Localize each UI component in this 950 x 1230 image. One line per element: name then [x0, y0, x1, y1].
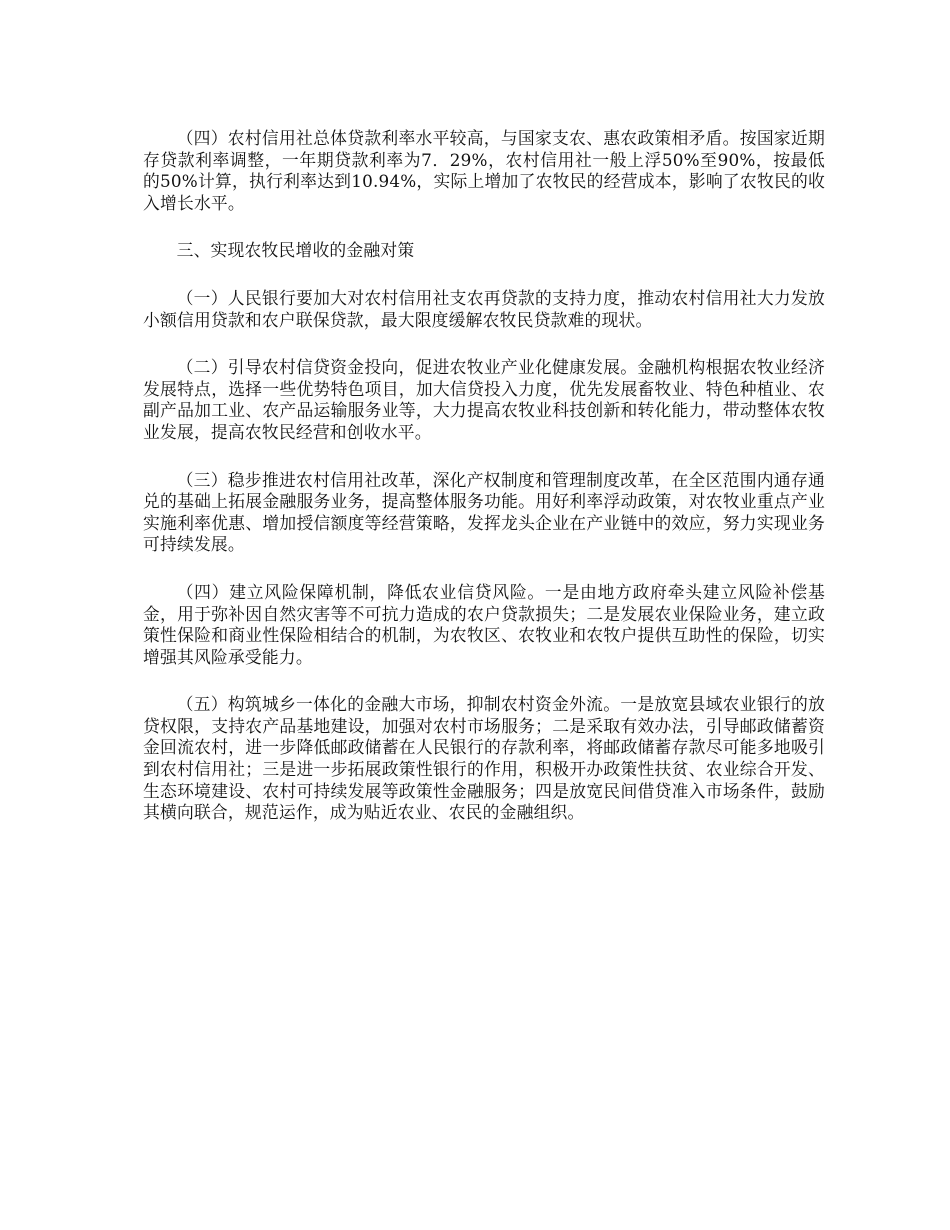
paragraph-measure-5: （五）构筑城乡一体化的金融大市场，抑制农村资金外流。一是放宽县域农业银行的放贷权限，支持农产品基地建设，加强对农村市场服务；二是采取有效办法，引导邮政储蓄资金回流农村，进一步降低邮政储蓄在人民银行的存款利率，将邮政储蓄存款尽可能多地吸引到农村信用社；三是进一步拓展政策性银行的作用，积极开办政策性扶贫、农业综合开发、生态环境建设、农村可持续发展等政策性金融服务；四是放宽民间借贷准入市场条件，鼓励其横向联合，规范运作，成为贴近农业、农民的金融组织。	[143, 694, 825, 823]
paragraph-measure-4: （四）建立风险保障机制，降低农业信贷风险。一是由地方政府牵头建立风险补偿基金，用于弥补因自然灾害等不可抗力造成的农户贷款损失；二是发展农业保险业务，建立政策性保险和商业性保险相结合的机制，为农牧区、农牧业和农牧户提供互助性的保险，切实增强其风险承受能力。	[143, 581, 825, 667]
paragraph-interest-rate-issue: （四）农村信用社总体贷款利率水平较高，与国家支农、惠农政策相矛盾。按国家近期存贷款利率调整，一年期贷款利率为7．29%，农村信用社一般上浮50%至90%，按最低的50%计算，执行利率达到10.94%，实际上增加了农牧民的经营成本，影响了农牧民的收入增长水平。	[143, 128, 825, 213]
document-page	[143, 128, 825, 850]
paragraph-measure-2: （二）引导农村信贷资金投向，促进农牧业产业化健康发展。金融机构根据农牧业经济发展特点，选择一些优势特色项目，加大信贷投入力度，优先发展畜牧业、特色种植业、农副产品加工业、农产品运输服务业等，大力提高农牧业科技创新和转化能力，带动整体农牧业发展，提高农牧民经营和创收水平。	[143, 357, 825, 442]
paragraph-measure-3: （三）稳步推进农村信用社改革，深化产权制度和管理制度改革，在全区范围内通存通兑的基础上拓展金融服务业务，提高整体服务功能。用好利率浮动政策，对农牧业重点产业实施利率优惠、增加授信额度等经营策略，发挥龙头企业在产业链中的效应，努力实现业务可持续发展。	[143, 469, 825, 555]
paragraph-measure-1: （一）人民银行要加大对农村信用社支农再贷款的支持力度，推动农村信用社大力发放小额信用贷款和农户联保贷款，最大限度缓解农牧民贷款难的现状。	[143, 287, 825, 330]
section-heading-financial-measures: 三、实现农牧民增收的金融对策	[176, 240, 415, 261]
